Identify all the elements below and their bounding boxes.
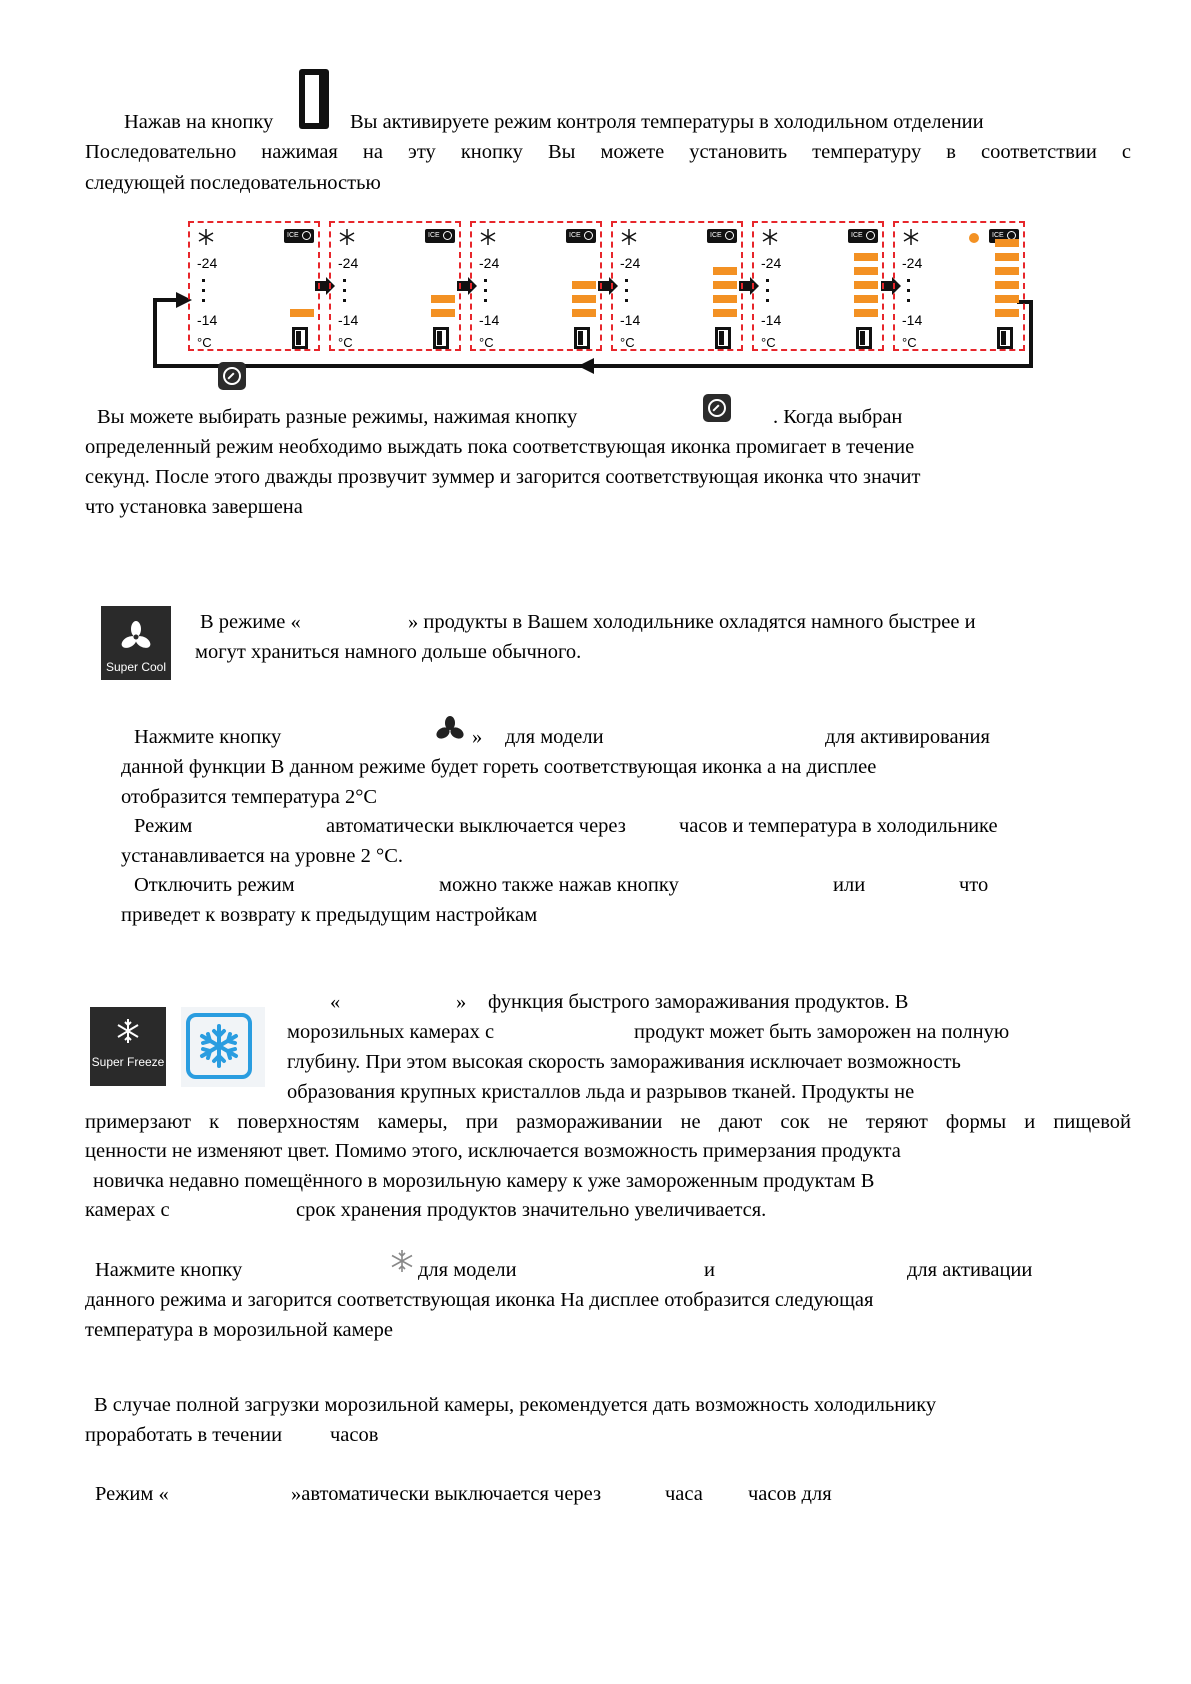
fan-icon <box>101 612 171 662</box>
freeze-press-c: и <box>704 1259 715 1281</box>
level-bar <box>995 309 1019 317</box>
level-bar <box>995 295 1019 303</box>
level-bar <box>713 281 737 289</box>
mode-text-3: секунд. После этого дважды прозвучит зуммер и загорится соответствующая иконка что значит <box>85 466 921 488</box>
fridge-door-icon <box>433 327 449 349</box>
display-panel-5 <box>752 221 884 351</box>
ice-label: ICE <box>287 232 299 239</box>
freeze-line-2a: морозильных камерах с <box>287 1021 495 1043</box>
freeze-load-2b: часов <box>330 1424 379 1446</box>
snowflake-icon <box>619 227 639 247</box>
temp-label-top: -24 <box>902 255 923 271</box>
freeze-last-b: срок хранения продуктов значительно увеличивается. <box>296 1199 767 1221</box>
level-bar <box>854 295 878 303</box>
intro-text-1b: Вы активируете режим контроля температуры в холодильном отделении <box>350 111 984 133</box>
freeze-auto-c: часа <box>665 1483 703 1505</box>
scale-dot <box>907 299 910 302</box>
temp-label-top: -24 <box>479 255 500 271</box>
fridge-door-icon <box>574 327 590 349</box>
temp-label-bottom: -14 <box>761 312 782 328</box>
snowflake-icon <box>901 227 921 247</box>
level-bar <box>995 239 1019 247</box>
supercool-auto-2: устанавливается на уровне 2 °C. <box>121 845 403 867</box>
supercool-off-c: или <box>833 874 866 896</box>
freeze-last-a: камерах с <box>85 1199 170 1221</box>
supercool-press-a: Нажмите кнопку <box>134 726 282 748</box>
temp-label-top: -24 <box>761 255 782 271</box>
intro-text-3: следующей последовательностью <box>85 172 381 194</box>
freeze-load-2a: проработать в течении <box>85 1424 283 1446</box>
fridge-door-icon <box>997 327 1013 349</box>
super-cool-label: Super Cool <box>105 660 167 674</box>
temp-label-top: -24 <box>197 255 218 271</box>
supercool-off-b: можно также нажав кнопку <box>439 874 679 896</box>
freeze-press-d: для активации <box>907 1259 1033 1281</box>
snowflake-icon <box>90 1013 166 1053</box>
snowflake-icon <box>760 227 780 247</box>
supercool-off-d: что <box>959 874 989 896</box>
scale-dot <box>766 279 769 282</box>
scale-dot <box>907 279 910 282</box>
level-bar <box>572 281 596 289</box>
snowflake-icon <box>478 227 498 247</box>
freeze-para-3: новичка недавно помещённого в морозильную камеру к уже замороженным продуктам В <box>93 1170 875 1192</box>
temp-label-bottom: -14 <box>479 312 500 328</box>
freeze-head-b: » <box>456 991 467 1013</box>
mode-button-icon-inline <box>703 394 731 422</box>
scale-dot <box>625 279 628 282</box>
diagram-connectors <box>0 0 1191 420</box>
scale-dot <box>484 289 487 292</box>
supercool-text-1b: » продукты в Вашем холодильнике охладятся намного быстрее и <box>408 611 976 633</box>
level-bar <box>713 295 737 303</box>
mode-text-2: определенный режим необходимо выждать пока соответствующая иконка промигает в течение <box>85 436 915 458</box>
ice-label: ICE <box>710 232 722 239</box>
ice-icon <box>284 229 314 243</box>
level-bar <box>854 253 878 261</box>
fridge-door-icon <box>856 327 872 349</box>
level-bar <box>572 295 596 303</box>
indicator-dot <box>969 233 979 243</box>
temp-label-top: -24 <box>620 255 641 271</box>
level-bar <box>854 281 878 289</box>
scale-dot <box>343 279 346 282</box>
supercool-auto-a: Режим <box>134 815 193 837</box>
level-bar <box>290 309 314 317</box>
supercool-press-3: отобразится температура 2°C <box>121 786 378 808</box>
ice-icon <box>707 229 737 243</box>
scale-dot <box>343 289 346 292</box>
display-panel-3 <box>470 221 602 351</box>
mode-text-1a: Вы можете выбирать разные режимы, нажимая кнопку <box>97 406 578 428</box>
level-bar <box>431 309 455 317</box>
freeze-press-2: данного режима и загорится соответствующая иконка На дисплее отобразится следующая <box>85 1289 874 1311</box>
freeze-para-2: ценности не изменяют цвет. Помимо этого, исключается возможность примерзания продукта <box>85 1140 901 1162</box>
snowflake-button-icon <box>389 1247 415 1275</box>
mode-text-4: что установка завершена <box>85 496 303 518</box>
freeze-auto-a: Режим « <box>95 1483 169 1505</box>
level-bar <box>713 309 737 317</box>
scale-dot <box>202 289 205 292</box>
snowflake-icon <box>196 227 216 247</box>
display-panel-4 <box>611 221 743 351</box>
level-bar <box>572 309 596 317</box>
unit-label: °C <box>620 335 635 350</box>
ice-label: ICE <box>992 232 1004 239</box>
ice-icon <box>566 229 596 243</box>
fridge-door-icon <box>715 327 731 349</box>
scale-dot <box>907 289 910 292</box>
freeze-display-icon <box>181 1007 265 1087</box>
freeze-press-a: Нажмите кнопку <box>95 1259 243 1281</box>
intro-text-2: Последовательно нажимая на эту кнопку Вы можете установить температуру в соответствии с <box>85 141 1131 163</box>
temp-label-top: -24 <box>338 255 359 271</box>
supercool-text-1a: В режиме « <box>200 611 301 633</box>
ice-icon <box>848 229 878 243</box>
level-bar <box>713 267 737 275</box>
intro-text-1a: Нажав на кнопку <box>124 111 274 133</box>
unit-label: °C <box>761 335 776 350</box>
scale-dot <box>625 299 628 302</box>
ice-label: ICE <box>851 232 863 239</box>
freeze-head-a: « <box>330 991 341 1013</box>
snowflake-icon <box>337 227 357 247</box>
supercool-press-d: для активирования <box>825 726 990 748</box>
scale-dot <box>202 299 205 302</box>
mode-button-icon <box>218 362 246 390</box>
level-bar <box>431 295 455 303</box>
level-bar <box>854 309 878 317</box>
level-bar <box>995 267 1019 275</box>
supercool-text-2: могут храниться намного дольше обычного. <box>195 641 582 663</box>
supercool-off-2: приведет к возврату к предыдущим настройкам <box>121 904 538 926</box>
scale-dot <box>484 299 487 302</box>
super-freeze-icon <box>90 1007 166 1086</box>
supercool-press-b: » <box>472 726 483 748</box>
freeze-auto-b: »автоматически выключается через <box>291 1483 602 1505</box>
scale-dot <box>343 299 346 302</box>
display-panel-2 <box>329 221 461 351</box>
display-panel-6 <box>893 221 1025 351</box>
unit-label: °C <box>197 335 212 350</box>
freeze-line-2b: продукт может быть заморожен на полную <box>634 1021 1010 1043</box>
level-bar <box>995 253 1019 261</box>
freeze-para-1: примерзают к поверхностям камеры, при размораживании не дают сок не теряют формы и пищевой <box>85 1111 1131 1133</box>
supercool-press-2: данной функции В данном режиме будет гореть соответствующая иконка а на дисплее <box>121 756 877 778</box>
freeze-auto-d: часов для <box>748 1483 832 1505</box>
level-bar <box>854 267 878 275</box>
scale-dot <box>484 279 487 282</box>
freeze-load-1: В случае полной загрузки морозильной камеры, рекомендуется дать возможность холодильнику <box>94 1394 937 1416</box>
ice-icon <box>425 229 455 243</box>
display-panel-1 <box>188 221 320 351</box>
unit-label: °C <box>479 335 494 350</box>
freeze-line-3: глубину. При этом высокая скорость замораживания исключает возможность <box>287 1051 961 1073</box>
scale-dot <box>766 289 769 292</box>
scale-dot <box>625 289 628 292</box>
blue-snowflake-icon <box>186 1013 252 1079</box>
supercool-auto-c: часов и температура в холодильнике <box>679 815 998 837</box>
freeze-head-c: функция быстрого замораживания продуктов. В <box>488 991 909 1013</box>
super-cool-icon <box>101 606 171 680</box>
mode-text-1b: . Когда выбран <box>773 406 903 428</box>
freeze-line-4: образования крупных кристаллов льда и разрывов тканей. Продукты не <box>287 1081 915 1103</box>
super-freeze-label: Super Freeze <box>91 1055 165 1069</box>
fan-button-icon <box>430 714 470 744</box>
fridge-door-icon <box>292 327 308 349</box>
temp-label-bottom: -14 <box>620 312 641 328</box>
temp-label-bottom: -14 <box>902 312 923 328</box>
scale-dot <box>766 299 769 302</box>
unit-label: °C <box>338 335 353 350</box>
supercool-press-c: для модели <box>505 726 604 748</box>
ice-label: ICE <box>428 232 440 239</box>
ice-label: ICE <box>569 232 581 239</box>
temp-label-bottom: -14 <box>197 312 218 328</box>
temp-label-bottom: -14 <box>338 312 359 328</box>
level-bar <box>995 281 1019 289</box>
freeze-press-3: температура в морозильной камере <box>85 1319 393 1341</box>
scale-dot <box>202 279 205 282</box>
freeze-press-b: для модели <box>418 1259 517 1281</box>
supercool-auto-b: автоматически выключается через <box>326 815 626 837</box>
unit-label: °C <box>902 335 917 350</box>
supercool-off-a: Отключить режим <box>134 874 295 896</box>
